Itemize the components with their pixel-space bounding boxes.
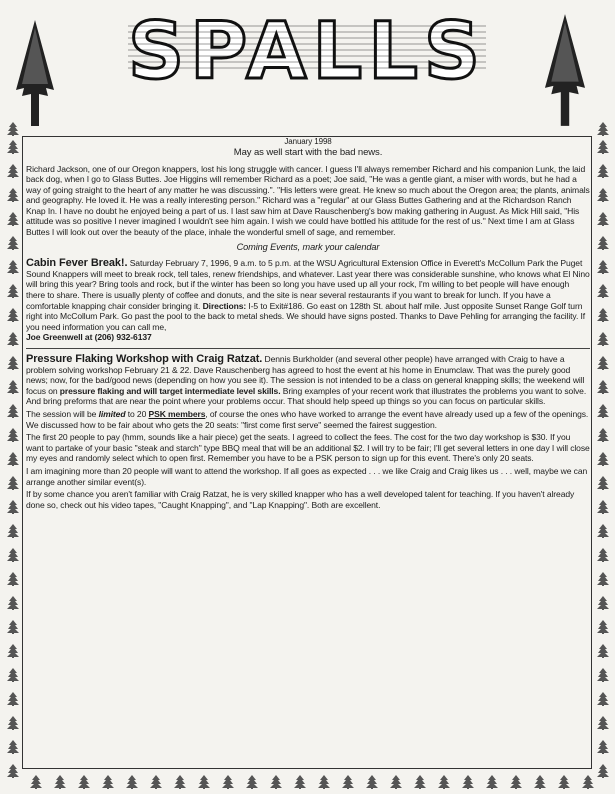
- issue-subtitle: May as well start with the bad news.: [233, 146, 383, 158]
- directions-text: I-5 to Exit#186. Go east on 128th St. about half mile. Just opposite Sunset Range Golf turn right into McCollum Park. Go past the pool to the back to metal sheds. We should have signs posted. Thanks to Dave Pehling for arranging the facility. If you need information you can call me,: [26, 300, 586, 332]
- tree-icon: [597, 332, 609, 346]
- workshop-paragraph-2: [26, 409, 590, 430]
- tree-icon: [7, 692, 19, 706]
- tree-icon: [7, 524, 19, 538]
- arrowhead-left-icon: [10, 18, 60, 128]
- workshop-instructions: Bring examples of your recent work that illustrates the problems you want to solve. And bring preforms that are near the point where your problems occur. That should help speed up things so you can focus on particular skills.: [26, 385, 587, 407]
- tree-icon: [597, 548, 609, 562]
- tree-icon: [597, 428, 609, 442]
- tree-icon: [7, 188, 19, 202]
- tree-icon: [597, 404, 609, 418]
- tree-icon: [7, 404, 19, 418]
- tree-icon: [7, 644, 19, 658]
- tree-icon: [462, 775, 474, 789]
- tree-icon: [7, 668, 19, 682]
- tree-icon: [294, 775, 306, 789]
- masthead-logo: [128, 8, 486, 94]
- tree-icon: [7, 572, 19, 586]
- tree-icon: [534, 775, 546, 789]
- tree-icon: [7, 140, 19, 154]
- tree-icon: [597, 356, 609, 370]
- tree-icon: [597, 500, 609, 514]
- tree-icon: [78, 775, 90, 789]
- tree-icon: [597, 620, 609, 634]
- masthead-logo-graphic: [128, 8, 486, 94]
- tree-icon: [597, 122, 609, 136]
- tree-icon: [7, 596, 19, 610]
- issue-date: January 1998: [284, 137, 332, 146]
- tree-icon: [30, 775, 42, 789]
- tree-icon: [7, 284, 19, 298]
- tree-icon: [7, 308, 19, 322]
- tree-icon: [7, 428, 19, 442]
- tree-icon: [7, 122, 19, 136]
- tree-icon: [318, 775, 330, 789]
- tree-icon: [597, 572, 609, 586]
- tree-icon: [486, 775, 498, 789]
- tree-icon: [510, 775, 522, 789]
- tree-icon: [7, 452, 19, 466]
- workshop-paragraph-3: The first 20 people to pay (hmm, sounds like a hair piece) get the seats. I agreed to collect the fees. The cost for the two day workshop is $30. If you want to partake of your basic "steak and starch" type BBQ meal that will be an additional $2. I will try to be fair; I'll get several letters in one day I will close my eyes and randomly select which to open first. Remember you have to be a PSK person to sign up for this event. There's only 20 seats.: [26, 432, 590, 464]
- tree-icon: [390, 775, 402, 789]
- tree-icon: [414, 775, 426, 789]
- tree-icon: [597, 188, 609, 202]
- workshop-paragraph-5: If by some chance you aren't familiar with Craig Ratzat, he is very skilled knapper who has a well developed talent for teaching. If you haven't already done so, check out his video tapes, "Caught Knapping", and "Lap Knapping". Both are excellent.: [26, 489, 575, 510]
- tree-icon: [7, 212, 19, 226]
- tree-icon: [597, 452, 609, 466]
- tree-icon: [597, 260, 609, 274]
- tree-icon: [597, 140, 609, 154]
- tree-icon: [597, 284, 609, 298]
- tree-icon: [222, 775, 234, 789]
- tree-icon: [7, 164, 19, 178]
- tree-icon: [597, 212, 609, 226]
- directions-label: Directions:: [202, 300, 247, 311]
- tree-icon: [597, 164, 609, 178]
- workshop-focus: pressure flaking and will target intermediate level skills.: [59, 385, 281, 396]
- workshop-intro: Dennis Burkholder (and several other people) have arranged with Craig to have a problem solving workshop February 21 & 22. Dave Rauschenberg has agreed to host the event at his home in Enumclaw. That was the purely good news; now, for the bad/good news (depending on how you see it). The session is not intended to be a class on general knapping skills; the weekend will focus on: [26, 354, 585, 396]
- workshop-seats-c: , of course the ones who have worked to arrange the event have already used up a few of the openings. We discussed how to be fair about who gets the 20 seats: "first come first serve" seemed the fairest suggestion.: [26, 408, 589, 430]
- cabin-fever-paragraph: [26, 258, 590, 343]
- tree-icon: [597, 308, 609, 322]
- tree-icon: [597, 644, 609, 658]
- tree-icon: [597, 764, 609, 778]
- cabin-fever-body: Saturday February 7, 1996, 9 a.m. to 5 p.m. at the WSU Agricultural Extension Office in Everett's McCollum Park the Puget Sound Knappers will meet to break rock, tell tales, renew friendships, and whatever. Last year there was considerable sunshine, who knows what El Nino will bring this year? Bring tools and rock, but if the winter has been so long you have used up all your rock, I'm willing to bet people will have enough there to share. There is usually plenty of coffee and donuts, and the site is near several restaurants if you want to break for lunch. If you have a comfortable knapping chair consider bringing it.: [26, 258, 590, 311]
- tree-icon: [597, 380, 609, 394]
- tree-icon: [597, 668, 609, 682]
- tree-icon: [438, 775, 450, 789]
- tree-icon: [7, 236, 19, 250]
- workshop-paragraph-4: I am imagining more than 20 people will want to attend the workshop. If all goes as expected . . . we like Craig and Craig likes us . . . well, maybe we can arrange another similar event(s).: [26, 465, 588, 487]
- tree-icon: [558, 775, 570, 789]
- tree-icon: [7, 716, 19, 730]
- tree-icon: [597, 716, 609, 730]
- tree-icon: [198, 775, 210, 789]
- tree-icon: [597, 476, 609, 490]
- psk-members: PSK members: [148, 408, 206, 419]
- tree-icon: [366, 775, 378, 789]
- newsletter-body: [26, 137, 590, 510]
- tree-icon: [7, 332, 19, 346]
- tree-icon: [126, 775, 138, 789]
- tree-icon: [7, 740, 19, 754]
- events-heading: Coming Events, mark your calendar: [236, 241, 380, 252]
- arrowhead-right-icon: [538, 12, 592, 128]
- tree-icon: [7, 380, 19, 394]
- tree-icon: [7, 476, 19, 490]
- tree-icon: [597, 740, 609, 754]
- cabin-fever-title: Cabin Fever Break!.: [26, 257, 128, 270]
- tree-icon: [246, 775, 258, 789]
- workshop-paragraph-1: [26, 354, 590, 407]
- contact-line: Joe Greenwell at (206) 932-6137: [26, 332, 152, 343]
- tree-icon: [102, 775, 114, 789]
- tree-icon: [7, 356, 19, 370]
- limited-word: limited: [98, 408, 126, 419]
- tree-icon: [7, 620, 19, 634]
- workshop-seats-a: The session will be: [26, 408, 99, 419]
- memorial-paragraph: Richard Jackson, one of our Oregon knappers, lost his long struggle with cancer. I guess I'll always remember Richard and his companion Lunk, the laid back dog, when I go to Glass Buttes. Joe Higgins will remember Richard as a poet; Joe said, "He was a gentle giant, a miser with words, but he had a way of going straight to the heart of any matter he was discussing.". "His letters were great. He knew so much about the Oregon area; the plants, animals and geography. He loved it. He was a really interesting person." Richard was a "regular" at our Glass Buttes Gathering and at the Richardson Ranch Knap In. I have no doubt he enjoyed being a part of us. I last saw him at Dave Rauschenberg's bow making gathering in August. As Mick Hill said, "His attitude was so positive I never imagined I wouldn't see him again. I wish we could have bottled his attitude for the rest of us." Next time I am at Glass Buttes I will look out over the beauty of the place, inhale the wonderful smell of sage, and remember.: [26, 163, 590, 238]
- workshop-seats-b: to 20: [125, 408, 149, 419]
- tree-icon: [174, 775, 186, 789]
- tree-icon: [7, 764, 19, 778]
- tree-icon: [270, 775, 282, 789]
- tree-icon: [342, 775, 354, 789]
- masthead-title: SPALLS: [128, 8, 486, 94]
- tree-icon: [597, 692, 609, 706]
- tree-icon: [150, 775, 162, 789]
- tree-icon: [582, 775, 594, 789]
- tree-icon: [54, 775, 66, 789]
- workshop-title: Pressure Flaking Workshop with Craig Ratzat.: [26, 353, 263, 365]
- tree-icon: [597, 596, 609, 610]
- tree-icon: [7, 500, 19, 514]
- tree-icon: [597, 524, 609, 538]
- tree-icon: [597, 236, 609, 250]
- divider: [26, 348, 590, 349]
- tree-icon: [7, 260, 19, 274]
- tree-icon: [7, 548, 19, 562]
